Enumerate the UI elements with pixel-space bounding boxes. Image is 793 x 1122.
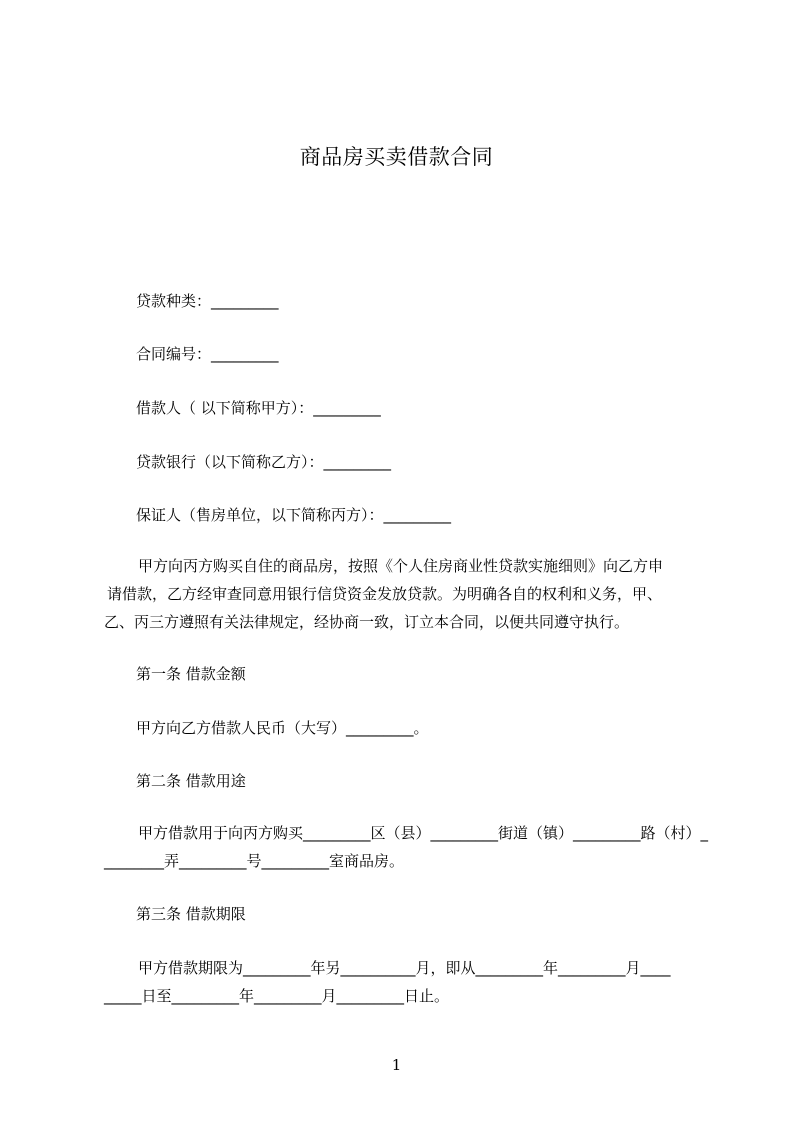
article-2-paragraph — [104, 819, 709, 875]
field-loan-type: 贷款种类：_________ — [136, 292, 279, 310]
article-2-heading: 第二条 借款用途 — [136, 772, 246, 790]
article-3-heading: 第三条 借款期限 — [136, 905, 246, 923]
intro-paragraph — [104, 552, 704, 636]
field-guarantor: 保证人（售房单位，以下简称丙方）：_________ — [136, 506, 452, 524]
article-3-line: _____日至_________年_________月_________日止。 — [104, 987, 450, 1005]
field-contract-number: 合同编号：_________ — [136, 345, 279, 363]
article-3-paragraph — [104, 954, 704, 1010]
article-2-line: 甲方借款用于向丙方购买_________区（县）_________街道（镇）_________路（村）_ — [138, 824, 709, 842]
field-borrower: 借款人（ 以下简称甲方）：_________ — [136, 399, 381, 417]
intro-line: 乙、丙三方遵照有关法律规定，经协商一致，订立本合同，以便共同遵守执行。 — [104, 613, 630, 631]
intro-line: 甲方向丙方购买自住的商品房，按照《个人住房商业性贷款实施细则》向乙方申 — [138, 557, 664, 575]
field-lending-bank: 贷款银行（以下简称乙方）：_________ — [136, 453, 392, 471]
article-2-line: ________弄_________号_________室商品房。 — [104, 852, 405, 870]
article-1-heading: 第一条 借款金额 — [136, 665, 246, 683]
intro-line: 请借款，乙方经审查同意用银行信贷资金发放贷款。为明确各自的权利和义务，甲、 — [107, 585, 663, 603]
article-1-text: 甲方向乙方借款人民币（大写）_________。 — [136, 719, 429, 737]
article-3-line: 甲方借款期限为_________年另__________月，即从_________年_________月____ — [138, 959, 671, 977]
document-title: 商品房买卖借款合同 — [299, 145, 494, 169]
page-number: 1 — [391, 1056, 402, 1074]
